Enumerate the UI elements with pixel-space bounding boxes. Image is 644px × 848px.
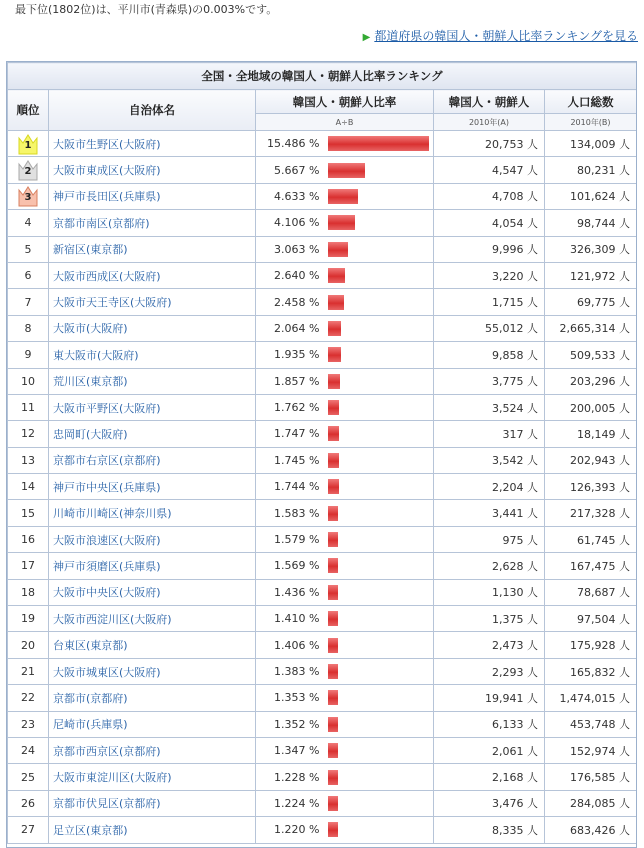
- korean-count: 1,130 人: [434, 579, 545, 605]
- municipality-cell: [49, 685, 256, 711]
- municipality-link[interactable]: 京都市西京区(京都府): [53, 744, 161, 758]
- municipality-link[interactable]: 京都市南区(京都府): [53, 216, 150, 230]
- rank-cell: 18: [8, 579, 49, 605]
- municipality-link[interactable]: 神戸市中央区(兵庫県): [53, 480, 161, 494]
- municipality-cell: [49, 368, 256, 394]
- crown-icon: [18, 159, 38, 181]
- population-count: 152,974 人: [545, 737, 637, 763]
- korean-count: 3,220 人: [434, 262, 545, 288]
- ratio-bar-cell: [326, 157, 434, 183]
- population-count: 101,624 人: [545, 183, 637, 209]
- table-row: [8, 500, 637, 526]
- ratio-bar-cell: [326, 500, 434, 526]
- crown-icon: [18, 185, 38, 207]
- municipality-link[interactable]: 東大阪市(大阪府): [53, 348, 139, 362]
- ratio-bar-cell: [326, 579, 434, 605]
- table-row: [8, 157, 637, 183]
- table-row: [8, 579, 637, 605]
- korean-count: 55,012 人: [434, 315, 545, 341]
- ratio-bar-cell: [326, 553, 434, 579]
- korean-count: 1,375 人: [434, 606, 545, 632]
- ratio-bar: [328, 822, 338, 837]
- korean-count: 19,941 人: [434, 685, 545, 711]
- municipality-cell: [49, 394, 256, 420]
- ratio-bar-cell: [326, 447, 434, 473]
- municipality-cell: [49, 711, 256, 737]
- municipality-link[interactable]: 大阪市天王寺区(大阪府): [53, 296, 172, 310]
- municipality-cell: [49, 474, 256, 500]
- ratio-bar-cell: [326, 368, 434, 394]
- table-row: [8, 553, 637, 579]
- ratio-bar-cell: [326, 737, 434, 763]
- rank-cell: 10: [8, 368, 49, 394]
- table-row: [8, 711, 637, 737]
- korean-count: 9,858 人: [434, 342, 545, 368]
- ratio-bar: [328, 268, 345, 283]
- ratio-value: 2.458 %: [256, 289, 326, 315]
- korean-count: 3,775 人: [434, 368, 545, 394]
- population-count: 78,687 人: [545, 579, 637, 605]
- population-count: 509,533 人: [545, 342, 637, 368]
- ratio-bar-cell: [326, 790, 434, 816]
- municipality-cell: [49, 764, 256, 790]
- population-count: 202,943 人: [545, 447, 637, 473]
- rank-cell: [8, 131, 49, 157]
- municipality-link[interactable]: 大阪市東成区(大阪府): [53, 164, 161, 178]
- population-count: 683,426 人: [545, 817, 637, 843]
- ratio-bar: [328, 321, 341, 336]
- ratio-value: 1.436 %: [256, 579, 326, 605]
- prefecture-ranking-link-wrap: [363, 27, 638, 44]
- korean-count: 6,133 人: [434, 711, 545, 737]
- rank-cell: 11: [8, 394, 49, 420]
- municipality-cell: [49, 183, 256, 209]
- ratio-value: 1.762 %: [256, 394, 326, 420]
- korean-count: 3,441 人: [434, 500, 545, 526]
- table-row: [8, 790, 637, 816]
- municipality-cell: [49, 579, 256, 605]
- table-row: [8, 685, 637, 711]
- table-row: [8, 658, 637, 684]
- municipality-link[interactable]: 大阪市東淀川区(大阪府): [53, 771, 172, 785]
- ratio-bar-cell: [326, 289, 434, 315]
- table-row: [8, 210, 637, 236]
- municipality-link[interactable]: 神戸市長田区(兵庫県): [53, 190, 161, 204]
- population-count: 97,504 人: [545, 606, 637, 632]
- ratio-value: 4.106 %: [256, 210, 326, 236]
- rank-number: 2: [24, 166, 32, 178]
- table-row: [8, 342, 637, 368]
- population-count: 175,928 人: [545, 632, 637, 658]
- rank-cell: 23: [8, 711, 49, 737]
- municipality-cell: [49, 447, 256, 473]
- municipality-link[interactable]: 大阪市生野区(大阪府): [53, 137, 161, 151]
- korean-count: 4,708 人: [434, 183, 545, 209]
- table-row: [8, 183, 637, 209]
- population-count: 217,328 人: [545, 500, 637, 526]
- ratio-bar-cell: [326, 421, 434, 447]
- korean-count: 3,542 人: [434, 447, 545, 473]
- ratio-bar-cell: [326, 183, 434, 209]
- ratio-value: 1.744 %: [256, 474, 326, 500]
- ratio-value: 1.569 %: [256, 553, 326, 579]
- municipality-link[interactable]: 京都市伏見区(京都府): [53, 797, 161, 811]
- rank-cell: 4: [8, 210, 49, 236]
- municipality-cell: [49, 553, 256, 579]
- rank-cell: 15: [8, 500, 49, 526]
- ratio-bar: [328, 796, 338, 811]
- header-name: 自治体名: [49, 90, 256, 131]
- table-row: [8, 817, 637, 843]
- korean-count: 8,335 人: [434, 817, 545, 843]
- korean-count: 3,476 人: [434, 790, 545, 816]
- municipality-link[interactable]: 神戸市須磨区(兵庫県): [53, 559, 161, 573]
- municipality-cell: [49, 342, 256, 368]
- ratio-value: 1.228 %: [256, 764, 326, 790]
- rank-cell: 16: [8, 526, 49, 552]
- lowest-rank-note: 最下位(1802位)は、平川市(青森県)の0.003%です。: [15, 3, 278, 16]
- ranking-table-frame: [6, 61, 637, 848]
- ratio-bar-cell: [326, 474, 434, 500]
- population-count: 69,775 人: [545, 289, 637, 315]
- rank-cell: 13: [8, 447, 49, 473]
- rank-cell: 8: [8, 315, 49, 341]
- ratio-bar: [328, 479, 339, 494]
- rank-number: 3: [24, 192, 32, 204]
- rank-cell: 24: [8, 737, 49, 763]
- korean-count: 2,168 人: [434, 764, 545, 790]
- ratio-bar: [328, 664, 338, 679]
- ratio-bar-cell: [326, 131, 434, 157]
- table-row: [8, 526, 637, 552]
- ratio-bar: [328, 189, 358, 204]
- ratio-bar-cell: [326, 685, 434, 711]
- municipality-link[interactable]: 忠岡町(大阪府): [53, 427, 128, 441]
- ratio-bar: [328, 215, 355, 230]
- ratio-value: 5.667 %: [256, 157, 326, 183]
- ratio-bar: [328, 347, 341, 362]
- ratio-value: 1.352 %: [256, 711, 326, 737]
- ratio-bar: [328, 638, 338, 653]
- municipality-link[interactable]: 大阪市城東区(大阪府): [53, 665, 161, 679]
- ratio-bar: [328, 743, 338, 758]
- municipality-cell: [49, 262, 256, 288]
- rank-cell: 19: [8, 606, 49, 632]
- ratio-value: 1.224 %: [256, 790, 326, 816]
- ratio-value: 1.583 %: [256, 500, 326, 526]
- table-row: [8, 474, 637, 500]
- population-count: 203,296 人: [545, 368, 637, 394]
- municipality-link[interactable]: 尼崎市(兵庫県): [53, 718, 128, 732]
- table-row: [8, 315, 637, 341]
- ratio-bar: [328, 558, 338, 573]
- table-row: [8, 764, 637, 790]
- rank-cell: 21: [8, 658, 49, 684]
- municipality-link[interactable]: 大阪市西成区(大阪府): [53, 269, 161, 283]
- table-row: [8, 262, 637, 288]
- population-count: 326,309 人: [545, 236, 637, 262]
- municipality-cell: [49, 790, 256, 816]
- ratio-bar-cell: [326, 606, 434, 632]
- korean-count: 2,628 人: [434, 553, 545, 579]
- rank-cell: 27: [8, 817, 49, 843]
- population-count: 176,585 人: [545, 764, 637, 790]
- municipality-cell: [49, 421, 256, 447]
- ratio-bar-cell: [326, 658, 434, 684]
- ratio-bar: [328, 136, 429, 151]
- municipality-cell: [49, 315, 256, 341]
- municipality-link[interactable]: 大阪市西淀川区(大阪府): [53, 612, 172, 626]
- korean-count: 3,524 人: [434, 394, 545, 420]
- rank-cell: 9: [8, 342, 49, 368]
- municipality-link[interactable]: 川崎市川崎区(神奈川県): [53, 507, 172, 521]
- table-row: [8, 131, 637, 157]
- ratio-value: 2.640 %: [256, 262, 326, 288]
- ratio-bar-cell: [326, 711, 434, 737]
- population-count: 80,231 人: [545, 157, 637, 183]
- korean-count: 2,293 人: [434, 658, 545, 684]
- ratio-bar: [328, 426, 339, 441]
- ratio-value: 1.383 %: [256, 658, 326, 684]
- population-count: 284,085 人: [545, 790, 637, 816]
- rank-cell: 14: [8, 474, 49, 500]
- ratio-bar: [328, 611, 338, 626]
- population-count: 121,972 人: [545, 262, 637, 288]
- table-row: [8, 447, 637, 473]
- population-count: 165,832 人: [545, 658, 637, 684]
- municipality-link[interactable]: 京都市(京都府): [53, 691, 128, 705]
- rank-cell: 6: [8, 262, 49, 288]
- municipality-cell: [49, 737, 256, 763]
- ratio-value: 15.486 %: [256, 131, 326, 157]
- ratio-value: 3.063 %: [256, 236, 326, 262]
- ratio-bar-cell: [326, 817, 434, 843]
- subheader-population: 2010年(B): [545, 114, 637, 131]
- municipality-cell: [49, 606, 256, 632]
- korean-count: 20,753 人: [434, 131, 545, 157]
- municipality-cell: [49, 289, 256, 315]
- table-row: [8, 394, 637, 420]
- table-row: [8, 236, 637, 262]
- municipality-link[interactable]: 台東区(東京都): [53, 639, 128, 653]
- ratio-bar: [328, 453, 339, 468]
- ratio-bar-cell: [326, 210, 434, 236]
- rank-cell: 22: [8, 685, 49, 711]
- municipality-link[interactable]: 大阪市中央区(大阪府): [53, 586, 161, 600]
- crown-icon: [18, 133, 38, 155]
- korean-count: 2,061 人: [434, 737, 545, 763]
- ratio-value: 1.935 %: [256, 342, 326, 368]
- population-count: 167,475 人: [545, 553, 637, 579]
- ratio-value: 1.406 %: [256, 632, 326, 658]
- municipality-cell: [49, 500, 256, 526]
- municipality-cell: [49, 236, 256, 262]
- population-count: 1,474,015 人: [545, 685, 637, 711]
- ratio-bar: [328, 690, 338, 705]
- municipality-link[interactable]: 荒川区(東京都): [53, 375, 128, 389]
- population-count: 126,393 人: [545, 474, 637, 500]
- prefecture-ranking-link[interactable]: 都道府県の韓国人・朝鮮人比率ランキングを見る: [374, 29, 638, 43]
- municipality-cell: [49, 157, 256, 183]
- header-population: 人口総数: [545, 90, 637, 114]
- municipality-link[interactable]: 新宿区(東京都): [53, 243, 128, 257]
- ratio-bar-cell: [326, 526, 434, 552]
- rank-cell: 20: [8, 632, 49, 658]
- ranking-table: [7, 62, 637, 844]
- rank-cell: 12: [8, 421, 49, 447]
- ratio-bar-cell: [326, 632, 434, 658]
- ratio-value: 1.745 %: [256, 447, 326, 473]
- rank-cell: 17: [8, 553, 49, 579]
- table-row: [8, 289, 637, 315]
- municipality-link[interactable]: 大阪市浪速区(大阪府): [53, 533, 161, 547]
- korean-count: 4,547 人: [434, 157, 545, 183]
- korean-count: 9,996 人: [434, 236, 545, 262]
- rank-cell: 7: [8, 289, 49, 315]
- ratio-value: 1.747 %: [256, 421, 326, 447]
- table-row: [8, 632, 637, 658]
- play-triangle-icon: ▶: [362, 32, 371, 43]
- population-count: 61,745 人: [545, 526, 637, 552]
- ratio-value: 4.633 %: [256, 183, 326, 209]
- ratio-value: 1.220 %: [256, 817, 326, 843]
- ratio-bar: [328, 717, 338, 732]
- rank-cell: [8, 183, 49, 209]
- korean-count: 4,054 人: [434, 210, 545, 236]
- population-count: 18,149 人: [545, 421, 637, 447]
- municipality-cell: [49, 658, 256, 684]
- municipality-link[interactable]: 大阪市平野区(大阪府): [53, 401, 161, 415]
- municipality-link[interactable]: 大阪市(大阪府): [53, 322, 128, 336]
- ratio-bar: [328, 532, 338, 547]
- rank-cell: [8, 157, 49, 183]
- municipality-cell: [49, 632, 256, 658]
- ratio-bar: [328, 770, 338, 785]
- rank-cell: 25: [8, 764, 49, 790]
- header-rank: 順位: [8, 90, 49, 131]
- ratio-bar: [328, 506, 338, 521]
- ratio-bar: [328, 585, 338, 600]
- ratio-bar-cell: [326, 394, 434, 420]
- municipality-cell: [49, 131, 256, 157]
- table-row: [8, 737, 637, 763]
- rank-number: 1: [24, 139, 32, 151]
- table-row: [8, 368, 637, 394]
- ratio-value: 1.347 %: [256, 737, 326, 763]
- municipality-cell: [49, 210, 256, 236]
- population-count: 2,665,314 人: [545, 315, 637, 341]
- korean-count: 1,715 人: [434, 289, 545, 315]
- ratio-bar: [328, 295, 344, 310]
- korean-count: 317 人: [434, 421, 545, 447]
- korean-count: 2,473 人: [434, 632, 545, 658]
- municipality-cell: [49, 526, 256, 552]
- ratio-value: 1.410 %: [256, 606, 326, 632]
- ratio-value: 1.353 %: [256, 685, 326, 711]
- ratio-bar-cell: [326, 764, 434, 790]
- ratio-value: 1.579 %: [256, 526, 326, 552]
- ratio-value: 2.064 %: [256, 315, 326, 341]
- ratio-bar-cell: [326, 262, 434, 288]
- ratio-bar-cell: [326, 315, 434, 341]
- ratio-bar: [328, 242, 348, 257]
- population-count: 98,744 人: [545, 210, 637, 236]
- population-count: 453,748 人: [545, 711, 637, 737]
- table-caption: 全国・全地域の韓国人・朝鮮人比率ランキング: [8, 63, 637, 90]
- ratio-bar: [328, 374, 340, 389]
- municipality-cell: [49, 817, 256, 843]
- header-korean: 韓国人・朝鮮人: [434, 90, 545, 114]
- ratio-value: 1.857 %: [256, 368, 326, 394]
- municipality-link[interactable]: 足立区(東京都): [53, 823, 128, 837]
- ratio-bar: [328, 400, 339, 415]
- ratio-bar-cell: [326, 236, 434, 262]
- ratio-bar-cell: [326, 342, 434, 368]
- header-ratio: 韓国人・朝鮮人比率: [256, 90, 434, 114]
- municipality-link[interactable]: 京都市右京区(京都府): [53, 454, 161, 468]
- subheader-korean: 2010年(A): [434, 114, 545, 131]
- korean-count: 975 人: [434, 526, 545, 552]
- population-count: 134,009 人: [545, 131, 637, 157]
- ratio-bar: [328, 163, 365, 178]
- korean-count: 2,204 人: [434, 474, 545, 500]
- rank-cell: 26: [8, 790, 49, 816]
- table-row: [8, 606, 637, 632]
- table-row: [8, 421, 637, 447]
- population-count: 200,005 人: [545, 394, 637, 420]
- rank-cell: 5: [8, 236, 49, 262]
- subheader-ratio: A÷B: [256, 114, 434, 131]
